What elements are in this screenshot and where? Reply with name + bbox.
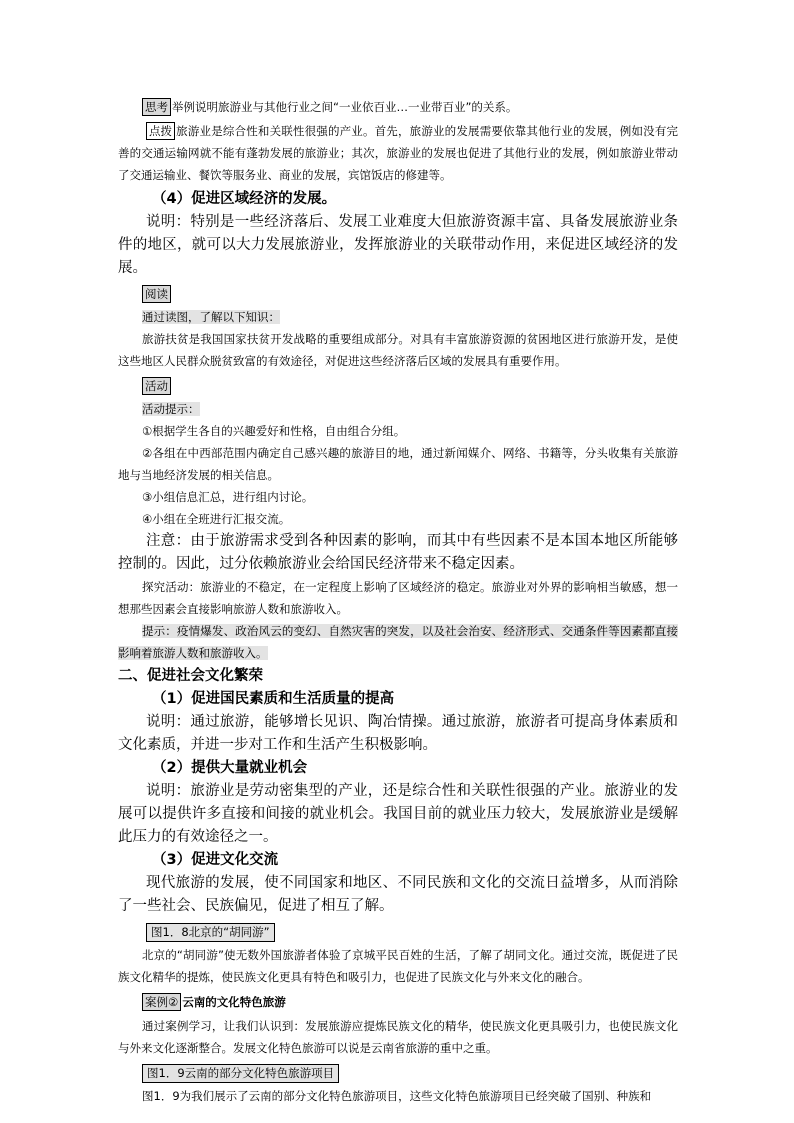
activity-intro: 活动提示： bbox=[142, 402, 200, 416]
reading-intro: 通过读图，了解以下知识： bbox=[142, 310, 280, 324]
reading-text: 旅游扶贫是我国国家扶贫开发战略的重要组成部分。对具有丰富旅游资源的贫困地区进行旅游开发，是使这些地区人民群众脱贫致富的有效途径，对促进这些经济落后区域的发展具有重要作用。 bbox=[118, 332, 678, 368]
activity-tag: 活动 bbox=[142, 377, 171, 395]
reading-tag: 阅读 bbox=[142, 285, 171, 303]
think-tag: 思考 bbox=[142, 98, 171, 116]
figure9-text: 图1．9为我们展示了云南的部分文化特色旅游项目，这些文化特色旅游项目已经突破了国别、种族和 bbox=[142, 1089, 652, 1103]
activity-item: ②各组在中西部范围内确定自己感兴趣的旅游目的地，通过新闻媒介、网络、书籍等，分头收集有关旅游地与当地经济发展的相关信息。 bbox=[118, 446, 678, 482]
figure8-label: 图1．8北京的“胡同游” bbox=[146, 923, 275, 942]
regional-heading: （4）促进区域经济的发展。 bbox=[152, 191, 337, 207]
hint-tag: 点拨 bbox=[146, 122, 175, 140]
case2-tag: 案例② bbox=[142, 993, 181, 1011]
activity-item: ③小组信息汇总，进行组内讨论。 bbox=[142, 490, 314, 504]
figure9-label: 图1．9云南的部分文化特色旅游项目 bbox=[142, 1064, 339, 1083]
reading-tag-row bbox=[118, 282, 678, 304]
activity-tag-row bbox=[118, 374, 678, 396]
explore-hint: 提示：疫情爆发、政治风云的变幻、自然灾害的突发，以及社会治安、经济形式、交通条件等因素都直接影响着旅游人数和旅游收入。 bbox=[118, 624, 678, 660]
section2-sub1-heading: （1）促进国民素质和生活质量的提高 bbox=[152, 691, 395, 707]
think-question-text: 举例说明旅游业与其他行业之间“一业依百业…一业带百业”的关系。 bbox=[172, 100, 518, 114]
think-hint bbox=[118, 120, 678, 186]
section2-sub3-heading: （3）促进文化交流 bbox=[152, 852, 279, 868]
activity-item: ①根据学生各自的兴趣爱好和性格，自由组合分组。 bbox=[142, 424, 406, 438]
figure8-text: 北京的“胡同游”使无数外国旅游者体验了京城平民百姓的生活，了解了胡同文化。通过交流，既促进了民族文化精华的提炼，使民族文化更具有特色和吸引力，也促进了民族文化与外来文化的融合。 bbox=[118, 948, 678, 984]
page-content bbox=[118, 96, 678, 1107]
figure8-label-row bbox=[118, 920, 678, 942]
regional-explain: 说明：特别是一些经济落后、发展工业难度大但旅游资源丰富、具备发展旅游业条件的地区，就可以大力发展旅游业，发挥旅游业的关联带动作用，来促进区域经济的发展。 bbox=[118, 214, 678, 276]
activity-item: ④小组在全班进行汇报交流。 bbox=[142, 512, 291, 526]
hint-text: 旅游业是综合性和关联性很强的产业。首先，旅游业的发展需要依靠其他行业的发展，例如没有完善的交通运输网就不能有蓬勃发展的旅游业；其次，旅游业的发展也促进了其他行业的发展，例如旅游业带动了交通运输业、餐饮等服务业、商业的发展，宾馆饭店的修建等。 bbox=[118, 124, 678, 182]
section2-sub3-text: 现代旅游的发展，使不同国家和地区、不同民族和文化的交流日益增多，从而消除了一些社会、民族偏见，促进了相互了解。 bbox=[118, 875, 678, 914]
figure9-label-row bbox=[118, 1061, 678, 1083]
section2-sub1-text: 说明：通过旅游，能够增长见识、陶冶情操。通过旅游，旅游者可提高身体素质和文化素质，并进一步对工作和生活产生积极影响。 bbox=[118, 714, 678, 753]
case2-title: 云南的文化特色旅游 bbox=[182, 995, 286, 1009]
explore-text: 探究活动：旅游业的不稳定，在一定程度上影响了区域经济的稳定。旅游业对外界的影响相当敏感，想一想那些因素会直接影响旅游人数和旅游收入。 bbox=[118, 580, 678, 616]
section2-sub2-text: 说明：旅游业是劳动密集型的产业，还是综合性和关联性很强的产业。旅游业的发展可以提供许多直接和间接的就业机会。我国目前的就业压力较大，发展旅游业是缓解此压力的有效途径之一。 bbox=[118, 783, 678, 845]
section2-heading: 二、促进社会文化繁荣 bbox=[118, 668, 263, 684]
note-text: 注意：由于旅游需求受到各种因素的影响，而其中有些因素不是本国本地区所能够控制的。因此，过分依赖旅游业会给国民经济带来不稳定因素。 bbox=[118, 533, 678, 572]
case2-text: 通过案例学习，让我们认识到：发展旅游应提炼民族文化的精华，使民族文化更具吸引力，也使民族文化与外来文化逐渐整合。发展文化特色旅游可以说是云南省旅游的重中之重。 bbox=[118, 1019, 678, 1055]
section2-sub2-heading: （2）提供大量就业机会 bbox=[152, 760, 308, 776]
think-question bbox=[118, 96, 678, 118]
case2-row bbox=[118, 990, 678, 1013]
